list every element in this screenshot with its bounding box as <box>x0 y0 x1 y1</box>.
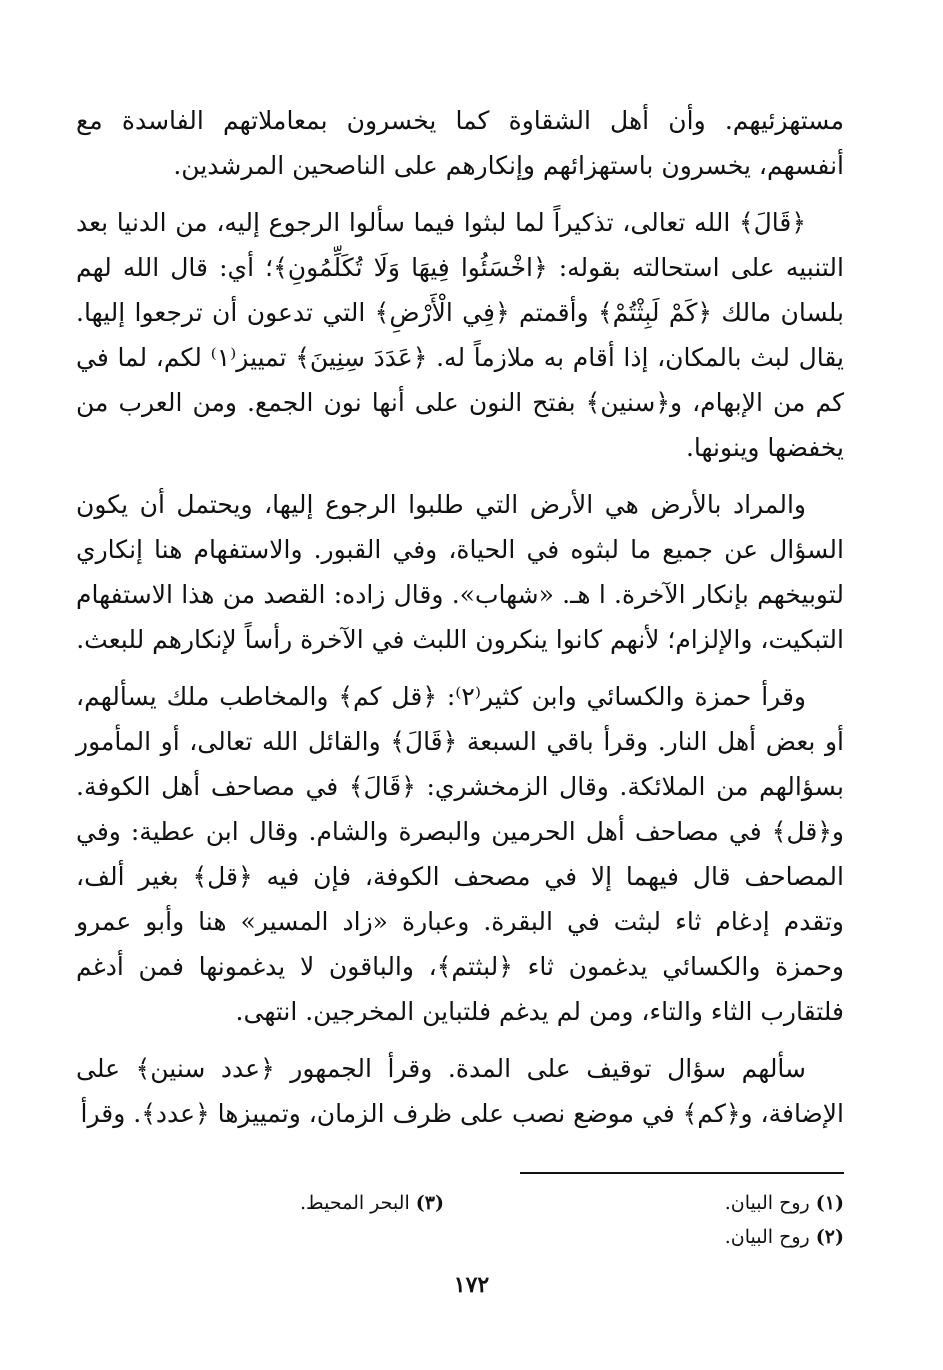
main-text <box>76 98 844 1148</box>
footnote-number: (٢) <box>815 1226 844 1248</box>
footnote-text: البحر المحيط. <box>300 1192 410 1214</box>
paragraph-3: والمراد بالأرض هي الأرض التي طلبوا الرجوع إليها، ويحتمل أن يكون السؤال عن جميع ما لبثوه في الحياة، وفي القبور. والاستفهام هنا إنكاري لتوبيخهم بإنكار الآخرة. ا هـ. «شهاب». وقال زاده: القصد من هذا الاستفهام التبكيت، والإلزام؛ لأنهم كانوا ينكرون اللبث في الآخرة رأساً لإنكارهم للبعث. <box>76 490 844 654</box>
footnote-divider <box>520 1172 844 1174</box>
footnotes-column-right <box>524 1186 844 1254</box>
footnotes <box>76 1186 844 1256</box>
paragraph-1: مستهزئيهم. وأن أهل الشقاوة كما يخسرون بمعاملاتهم الفاسدة مع أنفسهم، يخسرون باستهزائهم وإنكارهم على الناصحين المرشدين. <box>76 106 844 180</box>
paragraph-2: ﴿قَالَ﴾ الله تعالى، تذكيراً لما لبثوا فيما سألوا الرجوع إليه، من الدنيا بعد التنبيه على استحالته بقوله: ﴿اخْسَئُوا فِيهَا وَلَا تُكَلِّمُونِ﴾؛ أي: قال الله لهم بلسان مالك ﴿كَمْ لَبِثْتُمْ﴾ وأقمتم ﴿فِي الْأَرْضِ﴾ التي تدعون أن ترجعوا إليها. يقال لبث بالمكان، إذا أقام به ملازماً له. ﴿عَدَدَ سِنِينَ﴾ تمييز⁽١⁾ لكم، لما في كم من الإبهام، و﴿سنين﴾ بفتح النون على أنها نون الجمع. ومن العرب من يخفضها وينونها. <box>76 208 844 462</box>
footnote-1 <box>524 1186 844 1220</box>
footnote-3 <box>144 1186 444 1220</box>
paragraph-4: وقرأ حمزة والكسائي وابن كثير⁽٢⁾: ﴿قل كم﴾ والمخاطب ملك يسألهم، أو بعض أهل النار. وقرأ باقي السبعة ﴿قَالَ﴾ والقائل الله تعالى، أو المأمور بسؤالهم من الملائكة. وقال الزمخشري: ﴿قَالَ﴾ في مصاحف أهل الكوفة. و﴿قل﴾ في مصاحف أهل الحرمين والبصرة والشام. وقال ابن عطية: وفي المصاحف قال فيهما إلا في مصحف الكوفة، فإن فيه ﴿قل﴾ بغير ألف، وتقدم إدغام ثاء لبثت في البقرة. وعبارة «زاد المسير» هنا وأبو عمرو وحمزة والكسائي يدغمون ثاء ﴿لبثتم﴾، والباقون لا يدغمونها فمن أدغم فلتقارب الثاء والتاء، ومن لم يدغم فلتباين المخرجين. انتهى. <box>76 682 844 1026</box>
paragraph-5: سألهم سؤال توقيف على المدة. وقرأ الجمهور ﴿عدد سنين﴾ على الإضافة، و﴿كم﴾ في موضع نصب على ظرف الزمان، وتمييزها ﴿عدد﴾. وقرأ <box>76 1054 844 1128</box>
footnote-number: (١) <box>815 1192 844 1214</box>
page-number: ١٧٢ <box>453 1272 490 1298</box>
footnotes-column-left <box>144 1186 444 1220</box>
footnote-text: روح البيان. <box>724 1192 810 1214</box>
footnote-number: (٣) <box>415 1192 444 1214</box>
footnote-text: روح البيان. <box>724 1226 810 1248</box>
footnote-2 <box>524 1220 844 1254</box>
